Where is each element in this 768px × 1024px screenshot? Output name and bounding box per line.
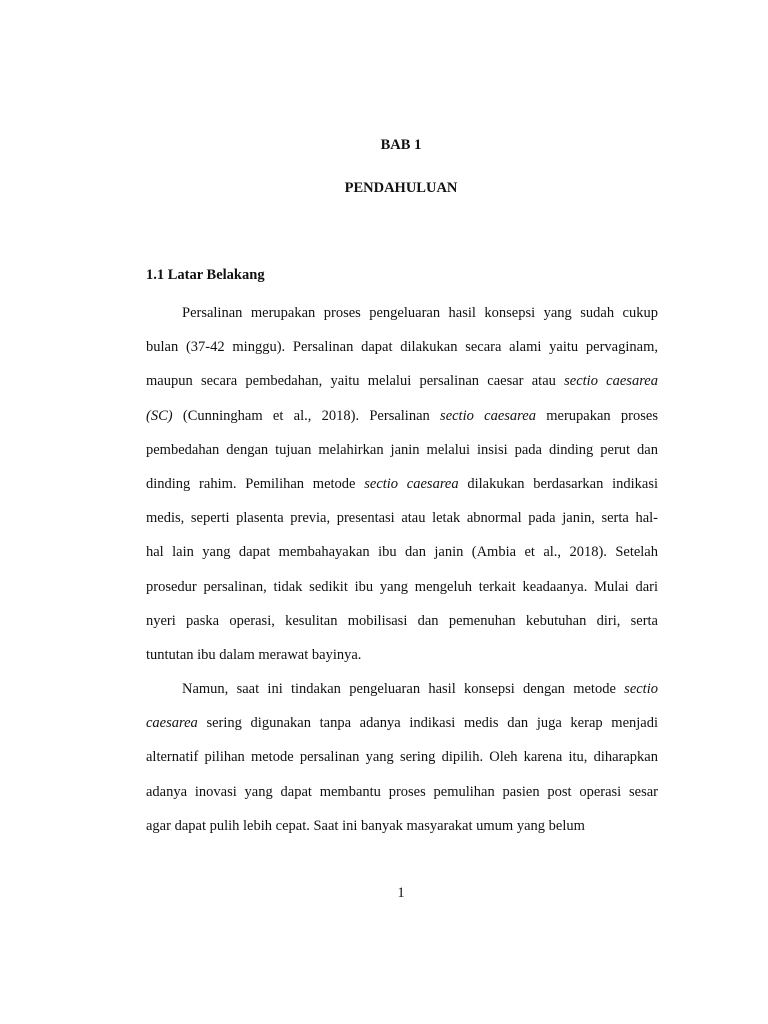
text-run: Persalinan merupakan proses pengeluaran hasil konsepsi yang sudah cukup [182,305,658,321]
text-run: nyeri paska operasi, kesulitan mobilisasi dan pemenuhan kebutuhan diri, serta [146,612,658,629]
italic-term: sectio caesarea [364,475,459,492]
italic-term: caesarea [146,715,198,732]
paragraph [146,672,658,843]
italic-term: sectio [624,681,658,698]
text-line [146,570,658,604]
text-line [146,399,658,433]
text-run: bulan (37-42 minggu). Persalinan dapat dilakukan secara alami yaitu pervaginam, [146,339,658,356]
text-run: agar dapat pulih lebih cepat. Saat ini banyak masyarakat umum yang belum [146,817,585,834]
text-run: adanya inovasi yang dapat membantu proses pemulihan pasien post operasi sesar [146,783,658,800]
text-run: merupakan proses [535,407,658,424]
text-run: alternatif pilihan metode persalinan yang sering dipilih. Oleh karena itu, diharapkan [146,749,658,766]
page-number: 1 [397,885,405,901]
text-line [146,638,658,672]
text-run: (Cunningham et al., 2018). Persalinan [172,407,441,424]
text-line [146,809,658,843]
text-run: pembedahan dengan tujuan melahirkan janin melalui insisi pada dinding perut dan [146,441,658,458]
paragraph [146,296,658,672]
chapter-number: BAB 1 [380,137,422,153]
text-line [146,467,658,501]
text-run: hal lain yang dapat membahayakan ibu dan janin (Ambia et al., 2018). Setelah [146,544,658,561]
text-run: maupun secara pembedahan, yaitu melalui persalinan caesar atau [146,373,565,390]
body-text [146,296,658,843]
text-line [146,296,658,330]
italic-term: (SC) [146,407,173,424]
chapter-title: PENDAHULUAN [344,180,458,196]
italic-term: sectio caesarea [564,373,658,390]
text-line [146,501,658,535]
text-run: dilakukan berdasarkan indikasi [458,475,658,492]
text-line [146,364,658,398]
text-line [146,740,658,774]
italic-term: sectio caesarea [440,407,536,424]
text-run: dinding rahim. Pemilihan metode [146,475,365,492]
text-run: medis, seperti plasenta previa, presentasi atau letak abnormal pada janin, serta hal- [146,510,658,527]
text-run: Namun, saat ini tindakan pengeluaran hasil konsepsi dengan metode [182,681,625,698]
text-line [146,604,658,638]
text-run: sering digunakan tanpa adanya indikasi medis dan juga kerap menjadi [197,715,658,732]
section-heading: 1.1 Latar Belakang [146,267,265,283]
text-line [146,706,658,740]
text-run: prosedur persalinan, tidak sedikit ibu yang mengeluh terkait keadaanya. Mulai dari [146,578,658,595]
text-line [146,775,658,809]
text-line [146,433,658,467]
text-line [146,535,658,569]
text-line [146,330,658,364]
text-run: tuntutan ibu dalam merawat bayinya. [146,646,362,663]
text-line [146,672,658,706]
